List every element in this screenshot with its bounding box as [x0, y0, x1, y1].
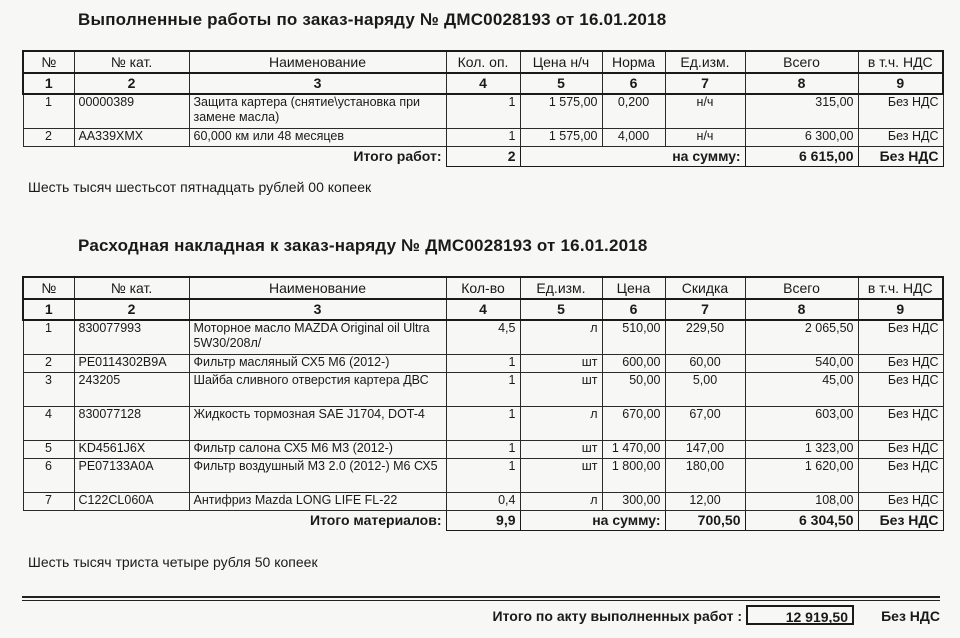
catalog-number: 830077993 [74, 320, 189, 354]
quantity: 1 [446, 458, 520, 492]
quantity: 1 [446, 354, 520, 372]
col-number: 9 [858, 299, 943, 320]
row-total: 603,00 [745, 406, 858, 440]
table-row [23, 372, 943, 406]
grand-total-row [0, 605, 960, 629]
price: 1 575,00 [520, 94, 602, 128]
quantity: 1 [446, 440, 520, 458]
norm: 4,000 [602, 128, 665, 146]
vat: Без НДС [858, 320, 943, 354]
catalog-number: C122CL060A [74, 492, 189, 510]
col-header: Норма [602, 51, 665, 73]
vat: Без НДС [858, 372, 943, 406]
item-name: 60,000 км или 48 месяцев [189, 128, 446, 146]
price: 50,00 [602, 372, 665, 406]
item-name: Фильтр масляный СХ5 М6 (2012-) [189, 354, 446, 372]
col-number: 4 [446, 73, 520, 94]
grand-total-value: 12 919,50 [746, 605, 854, 625]
col-header: Цена [602, 277, 665, 299]
catalog-number: PE0114302B9A [74, 354, 189, 372]
col-header: Скидка [665, 277, 745, 299]
item-name: Защита картера (снятие\установка при замене масла) [189, 94, 446, 128]
col-number: 5 [520, 299, 602, 320]
col-number: 1 [23, 73, 74, 94]
vat: Без НДС [858, 458, 943, 492]
col-number: 2 [74, 299, 189, 320]
divider-line [22, 600, 940, 601]
col-header: Кол-во [446, 277, 520, 299]
col-header: № кат. [74, 51, 189, 73]
row-total: 45,00 [745, 372, 858, 406]
row-total: 2 065,50 [745, 320, 858, 354]
quantity: 4,5 [446, 320, 520, 354]
price: 510,00 [602, 320, 665, 354]
item-name: Фильтр салона СХ5 М6 М3 (2012-) [189, 440, 446, 458]
discount: 229,50 [665, 320, 745, 354]
works-total-sum: 6 615,00 [745, 146, 858, 166]
col-number: 2 [74, 73, 189, 94]
materials-colnum-row [23, 299, 943, 320]
works-amount-in-words: Шесть тысяч шестьсот пятнадцать рублей 00 копеек [28, 179, 372, 195]
col-number: 3 [189, 299, 446, 320]
item-name: Моторное масло MAZDA Original oil Ultra 5W30/208л/ [189, 320, 446, 354]
vat: Без НДС [858, 354, 943, 372]
table-row [23, 492, 943, 510]
vat: Без НДС [858, 440, 943, 458]
catalog-number: 243205 [74, 372, 189, 406]
works-title: Выполненные работы по заказ-наряду № ДМС0028193 от 16.01.2018 [78, 10, 667, 29]
discount: 5,00 [665, 372, 745, 406]
catalog-number: AA339XMX [74, 128, 189, 146]
unit: шт [520, 372, 602, 406]
table-row [23, 406, 943, 440]
quantity: 1 [446, 128, 520, 146]
catalog-number: 830077128 [74, 406, 189, 440]
materials-amount-in-words: Шесть тысяч триста четыре рубля 50 копеек [28, 554, 318, 570]
vat: Без НДС [858, 94, 943, 128]
row-total: 540,00 [745, 354, 858, 372]
col-number: 8 [745, 73, 858, 94]
row-total: 315,00 [745, 94, 858, 128]
col-number: 1 [23, 299, 74, 320]
works-header-row [23, 51, 943, 73]
grand-total-label: Итого по акту выполненных работ : [492, 608, 742, 624]
discount: 180,00 [665, 458, 745, 492]
item-name: Жидкость тормозная SAE J1704, DOT-4 [189, 406, 446, 440]
col-header: № [23, 51, 74, 73]
catalog-number: PE07133A0A [74, 458, 189, 492]
row-number: 2 [23, 354, 74, 372]
price: 300,00 [602, 492, 665, 510]
works-table [22, 50, 944, 167]
works-sum-label: на сумму: [520, 146, 745, 166]
price: 600,00 [602, 354, 665, 372]
row-total: 108,00 [745, 492, 858, 510]
unit: шт [520, 440, 602, 458]
row-number: 1 [23, 94, 74, 128]
unit: л [520, 406, 602, 440]
materials-total-vat: Без НДС [858, 510, 943, 530]
col-header: Ед.изм. [520, 277, 602, 299]
materials-table [22, 276, 944, 531]
table-row [23, 458, 943, 492]
price: 1 800,00 [602, 458, 665, 492]
row-number: 6 [23, 458, 74, 492]
col-number: 9 [858, 73, 943, 94]
item-name: Фильтр воздушный М3 2.0 (2012-) М6 СХ5 [189, 458, 446, 492]
unit: шт [520, 354, 602, 372]
row-number: 5 [23, 440, 74, 458]
vat: Без НДС [858, 492, 943, 510]
materials-total-discount: 700,50 [665, 510, 745, 530]
row-number: 2 [23, 128, 74, 146]
col-number: 5 [520, 73, 602, 94]
row-number: 1 [23, 320, 74, 354]
works-total-row [23, 146, 943, 166]
catalog-number: KD4561J6X [74, 440, 189, 458]
discount: 147,00 [665, 440, 745, 458]
materials-title: Расходная накладная к заказ-наряду № ДМС0028193 от 16.01.2018 [78, 236, 648, 255]
discount: 60,00 [665, 354, 745, 372]
col-header: Всего [745, 277, 858, 299]
table-row [23, 94, 943, 128]
materials-total-qty: 9,9 [446, 510, 520, 530]
works-total-vat: Без НДС [858, 146, 943, 166]
materials-total-label: Итого материалов: [310, 511, 442, 528]
col-header: в т.ч. НДС [858, 51, 943, 73]
col-header: Всего [745, 51, 858, 73]
materials-total-sum: 6 304,50 [745, 510, 858, 530]
quantity: 1 [446, 406, 520, 440]
unit: шт [520, 458, 602, 492]
table-row [23, 440, 943, 458]
item-name: Шайба сливного отверстия картера ДВС [189, 372, 446, 406]
col-header: Цена н/ч [520, 51, 602, 73]
col-header: Наименование [189, 51, 446, 73]
unit: н/ч [665, 94, 745, 128]
col-header: № [23, 277, 74, 299]
divider-line [22, 596, 940, 598]
col-number: 6 [602, 73, 665, 94]
unit: л [520, 320, 602, 354]
table-row [23, 320, 943, 354]
vat: Без НДС [858, 406, 943, 440]
price: 670,00 [602, 406, 665, 440]
unit: л [520, 492, 602, 510]
row-total: 1 620,00 [745, 458, 858, 492]
col-number: 4 [446, 299, 520, 320]
vat: Без НДС [858, 128, 943, 146]
col-number: 3 [189, 73, 446, 94]
price: 1 470,00 [602, 440, 665, 458]
quantity: 1 [446, 94, 520, 128]
row-total: 1 323,00 [745, 440, 858, 458]
col-header: Кол. оп. [446, 51, 520, 73]
row-total: 6 300,00 [745, 128, 858, 146]
table-row [23, 354, 943, 372]
col-header: Ед.изм. [665, 51, 745, 73]
row-number: 7 [23, 492, 74, 510]
works-total-qty: 2 [446, 146, 520, 166]
quantity: 0,4 [446, 492, 520, 510]
row-number: 4 [23, 406, 74, 440]
col-header: в т.ч. НДС [858, 277, 943, 299]
price: 1 575,00 [520, 128, 602, 146]
col-header: № кат. [74, 277, 189, 299]
quantity: 1 [446, 372, 520, 406]
norm: 0,200 [602, 94, 665, 128]
item-name: Антифриз Mazda LONG LIFE FL-22 [189, 492, 446, 510]
col-number: 6 [602, 299, 665, 320]
materials-total-row [23, 510, 943, 530]
catalog-number: 00000389 [74, 94, 189, 128]
col-header: Наименование [189, 277, 446, 299]
grand-total-vat: Без НДС [881, 608, 940, 624]
materials-header-row [23, 277, 943, 299]
row-number: 3 [23, 372, 74, 406]
works-colnum-row [23, 73, 943, 94]
col-number: 7 [665, 299, 745, 320]
materials-sum-label: на сумму: [520, 510, 665, 530]
discount: 67,00 [665, 406, 745, 440]
col-number: 8 [745, 299, 858, 320]
works-total-label: Итого работ: [353, 147, 442, 164]
unit: н/ч [665, 128, 745, 146]
table-row [23, 128, 943, 146]
discount: 12,00 [665, 492, 745, 510]
col-number: 7 [665, 73, 745, 94]
